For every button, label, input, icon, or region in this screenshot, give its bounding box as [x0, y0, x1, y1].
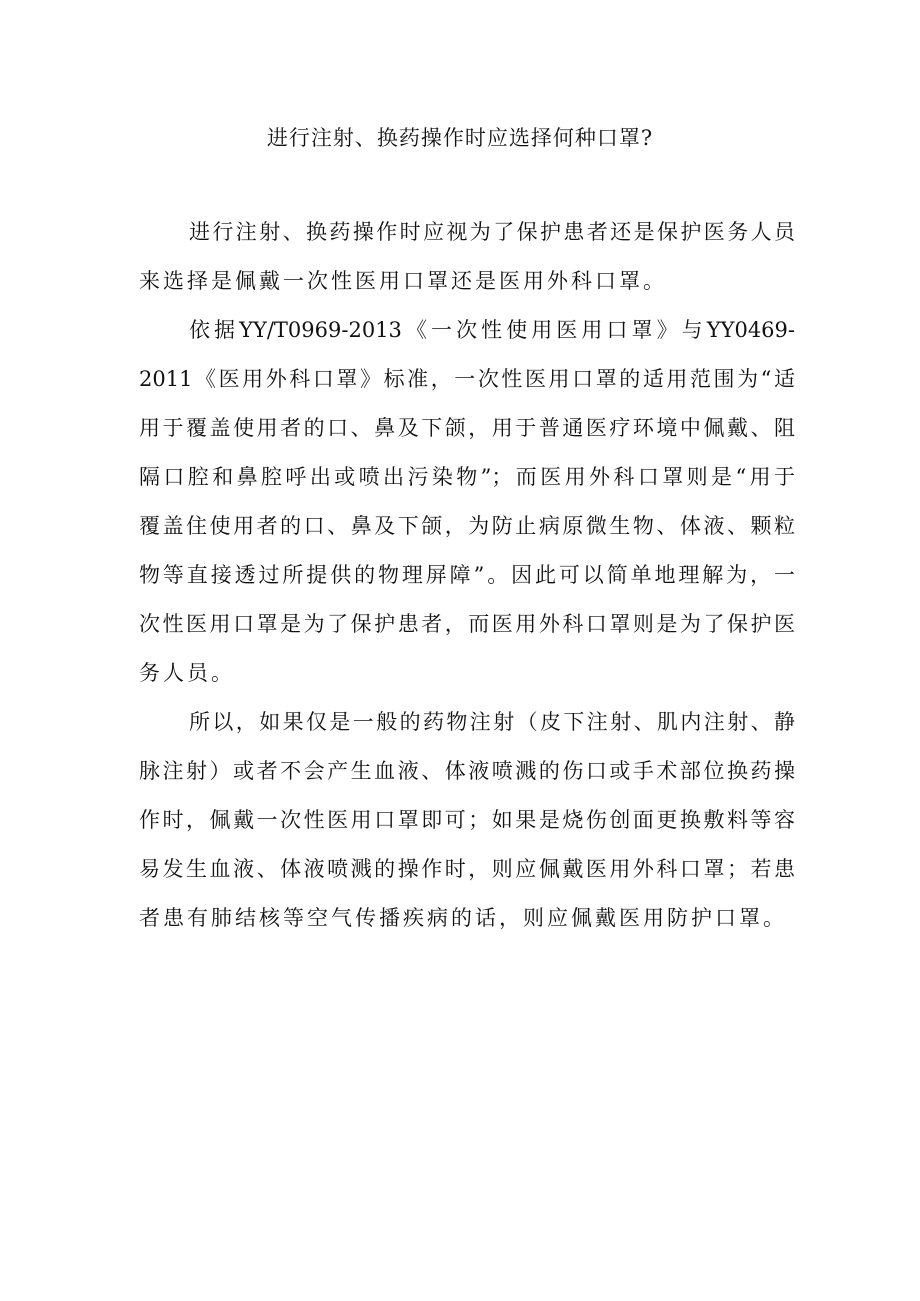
paragraph-1-line-1: 进行注射、换药操作时应视为了保护患者还是保护医务人员 [189, 220, 795, 244]
paragraph-3-line-5: 者患有肺结核等空气传播疾病的话，则应佩戴医用防护口罩。 [139, 906, 787, 930]
document-title: 进行注射、换药操作时应选择何种口罩? [266, 126, 654, 150]
paragraph-2-line-3: 用于覆盖使用者的口、鼻及下颌，用于普通医疗环境中佩戴、阻 [139, 416, 795, 440]
paragraph-2-line-1: 依据YY/T0969-2013《一次性使用医用口罩》与YY0469- [189, 318, 795, 342]
paragraph-3-line-2: 脉注射）或者不会产生血液、体液喷溅的伤口或手术部位换药操 [139, 759, 795, 783]
paragraph-3-line-3: 作时，佩戴一次性医用口罩即可；如果是烧伤创面更换敷料等容 [139, 808, 795, 832]
paragraph-2-line-5: 覆盖住使用者的口、鼻及下颌，为防止病原微生物、体液、颗粒 [139, 514, 795, 538]
paragraph-1-line-2: 来选择是佩戴一次性医用口罩还是医用外科口罩。 [139, 269, 667, 293]
paragraph-2-line-8: 务人员。 [139, 661, 235, 685]
paragraph-3-line-4: 易发生血液、体液喷溅的操作时，则应佩戴医用外科口罩；若患 [139, 857, 795, 881]
paragraph-2-line-6: 物等直接透过所提供的物理屏障”。因此可以简单地理解为，一 [139, 563, 795, 587]
paragraph-2-line-2: 2011《医用外科口罩》标准，一次性医用口罩的适用范围为“适 [139, 367, 795, 391]
paragraph-2-line-7: 次性医用口罩是为了保护患者，而医用外科口罩则是为了保护医 [139, 612, 795, 636]
paragraph-3-line-1: 所以，如果仅是一般的药物注射（皮下注射、肌内注射、静 [189, 710, 795, 734]
paragraph-2-line-4: 隔口腔和鼻腔呼出或喷出污染物”；而医用外科口罩则是“用于 [139, 465, 795, 489]
